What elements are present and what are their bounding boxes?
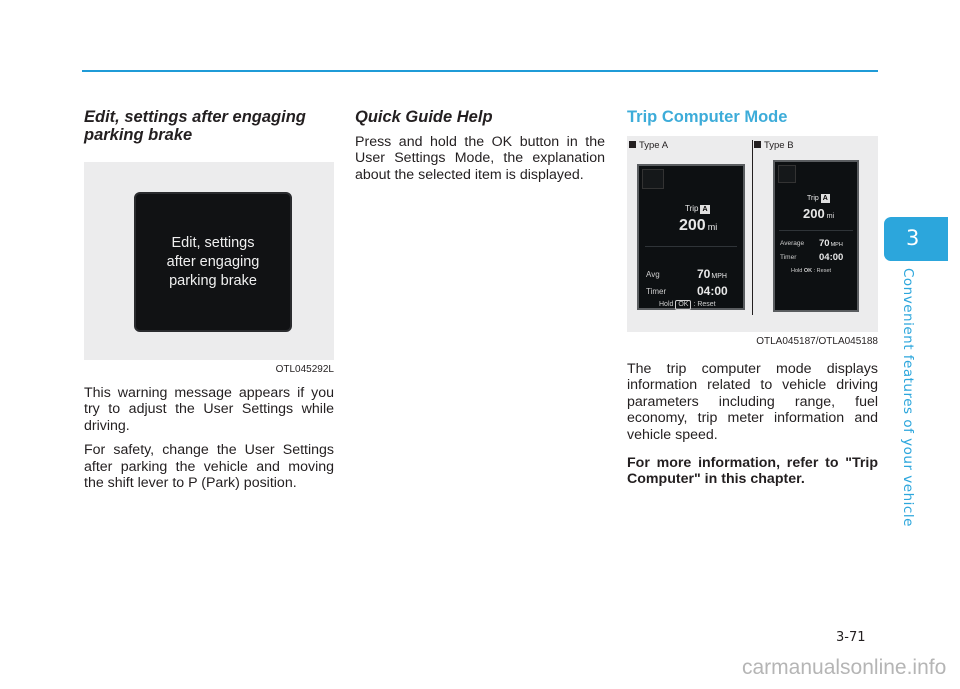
- type-a-label: Type A: [629, 140, 668, 151]
- cluster-display-warning: [134, 192, 292, 332]
- display-corner: [778, 165, 796, 183]
- figure-parking-brake-warning: [84, 162, 334, 360]
- figure-trip-computer: [627, 136, 878, 332]
- column-edit-settings: [84, 108, 334, 499]
- average-label: Average: [780, 240, 805, 247]
- avg-label: Avg: [646, 270, 660, 279]
- timer-value: 04:00: [697, 284, 728, 298]
- square-bullet-icon: [754, 141, 761, 148]
- separator: [779, 230, 853, 231]
- figure-divider: [752, 140, 753, 315]
- trip-distance: 200 mi: [803, 206, 835, 221]
- trip-distance: 200 mi: [679, 217, 718, 234]
- column-trip-computer: [627, 108, 878, 496]
- trip-label: Trip A: [685, 204, 708, 213]
- ok-key-icon: OK: [675, 300, 691, 310]
- average-value: 70MPH: [819, 238, 843, 249]
- type-b-label: Type B: [754, 140, 794, 151]
- paragraph: This warning message appears if you try to adjust the User Settings while driving.: [84, 385, 334, 434]
- watermark: carmanualsonline.info: [742, 656, 947, 679]
- display-line: after engaging: [166, 253, 260, 270]
- display-line: parking brake: [169, 272, 257, 289]
- display-line: Edit, settings: [171, 234, 255, 251]
- cluster-display-type-b: [773, 160, 859, 312]
- chapter-tab: 3: [884, 217, 948, 261]
- hold-reset-hint: Hold OK : Reset: [791, 268, 832, 274]
- paragraph: The trip computer mode displays information related to vehicle driving parameters including range, fuel economy, trip meter information and vehicle speed.: [627, 361, 878, 443]
- section-title-quick-guide: Quick Guide Help: [355, 108, 493, 126]
- top-rule: [82, 70, 878, 72]
- display-corner: [642, 169, 664, 189]
- timer-label: Timer: [646, 287, 667, 296]
- column-quick-guide: [355, 108, 605, 191]
- note-paragraph: For more information, refer to "Trip Computer" in this chapter.: [627, 455, 878, 488]
- trip-label: Trip A: [807, 195, 828, 202]
- section-title-edit-settings: Edit, settings after engaging parking brake: [84, 108, 306, 144]
- paragraph: For safety, change the User Settings after parking the vehicle and moving the shift lever to P (Park) position.: [84, 442, 334, 492]
- section-title-trip-computer: Trip Computer Mode: [627, 108, 788, 126]
- cluster-display-type-a: [637, 164, 745, 310]
- figure-code: OTLA045187/OTLA045188: [756, 336, 878, 347]
- chapter-title-vertical: Convenient features of your vehicle: [900, 268, 916, 527]
- timer-value: 04:00: [819, 252, 844, 263]
- square-bullet-icon: [629, 141, 636, 148]
- timer-label: Timer: [780, 254, 797, 261]
- avg-value: 70MPH: [697, 267, 727, 281]
- separator: [645, 246, 737, 247]
- hold-reset-hint: Hold OK : Reset: [659, 301, 716, 308]
- figure-code: OTL045292L: [275, 364, 334, 375]
- paragraph: Press and hold the OK button in the User Settings Mode, the explanation about the selected item is displayed.: [355, 134, 605, 183]
- page-number: 3-71: [836, 630, 866, 645]
